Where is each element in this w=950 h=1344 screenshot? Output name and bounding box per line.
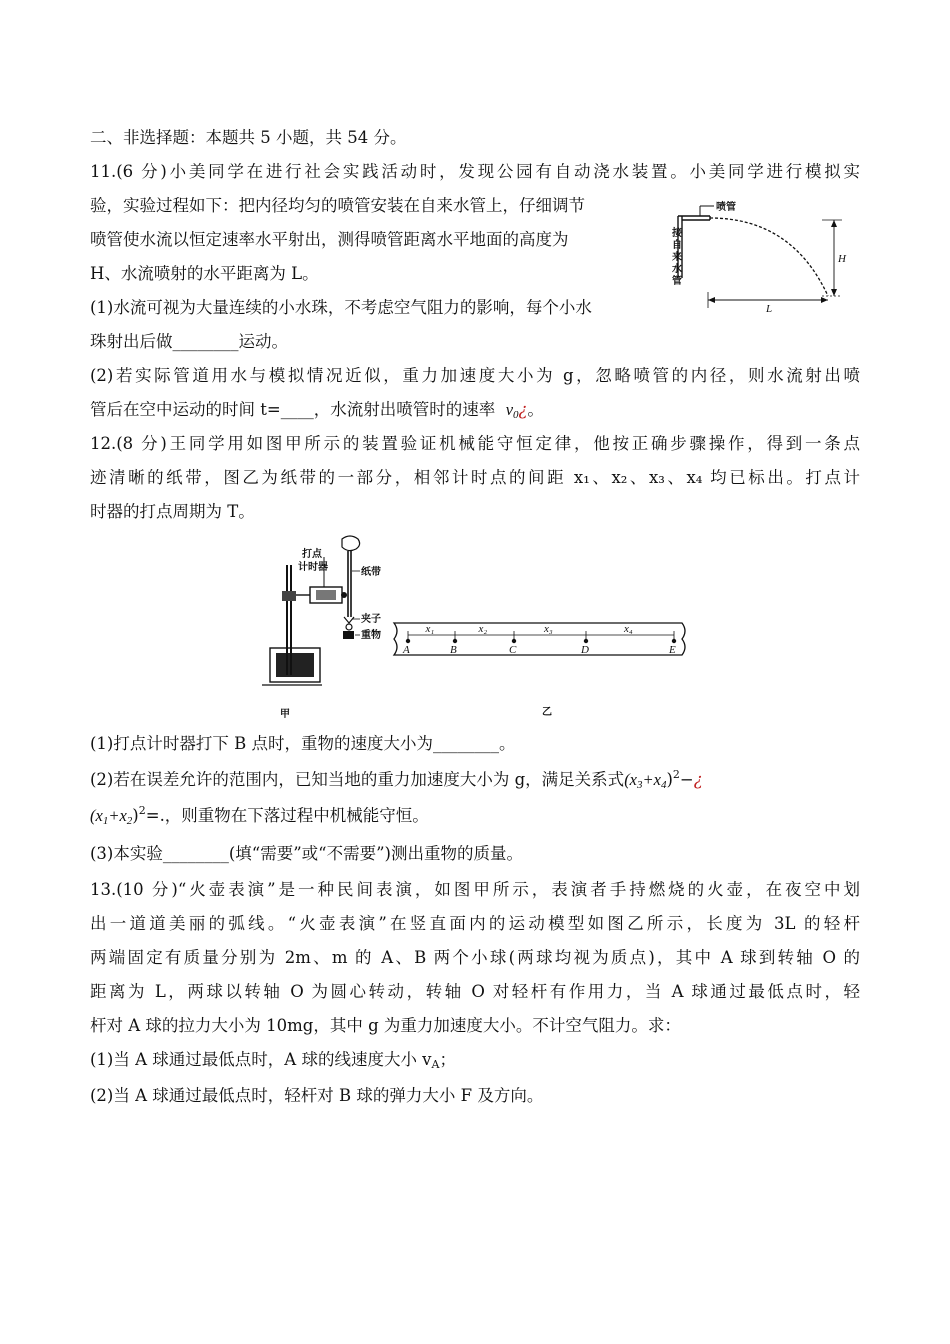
tape-point-label-B: B	[450, 644, 457, 656]
broken-glyph: ¿	[693, 770, 703, 789]
tape-dot-A	[406, 639, 410, 643]
pipe-label-1: 接	[672, 228, 682, 239]
q12-part2-rest: .，则重物在下落过程中机械能守恒。	[159, 806, 429, 825]
q13-line-3: 两端固定有质量分别为 2m、m 的 A、B 两个小球(两球均视为质点)，其中 A 球到转轴 O 的	[90, 948, 860, 967]
weight-icon	[343, 631, 354, 639]
q12-line-3: 时器的打点周期为 T。	[90, 502, 255, 521]
broken-glyph: ¿	[518, 400, 528, 419]
interval-label-1: x₁	[425, 623, 435, 635]
q11-part2-end: 。	[527, 400, 544, 419]
length-label: L	[766, 303, 773, 314]
interval-label-3: x₃	[544, 623, 553, 635]
clip-label: 夹子	[361, 614, 381, 625]
expr-part: +x	[642, 770, 661, 789]
q13-part1-text: (1)当 A 球通过最低点时，A 球的线速度大小 v	[90, 1050, 432, 1069]
interval-label-4: x₄	[624, 623, 633, 635]
q11-part2-line-2	[90, 400, 544, 420]
q11-line-3: 喷管使水流以恒定速率水平射出，测得喷管距离水平地面的高度为	[90, 230, 569, 249]
va-subscript: A	[431, 1058, 440, 1071]
q13-line-2: 出一道道美丽的弧线。“火壶表演”在竖直面内的运动模型如图乙所示，长度为 3L 的轻杆	[90, 914, 860, 933]
tape-dot-B	[453, 639, 457, 643]
section-header: 二、非选择题：本题共 5 小题，共 54 分。	[90, 128, 407, 147]
v0-symbol: v	[505, 400, 514, 419]
paper-tape	[394, 623, 685, 655]
expr-part: −	[679, 770, 694, 789]
weight-label: 重物	[361, 630, 381, 641]
tape-point-label-D: D	[581, 644, 589, 656]
tape-marks	[402, 623, 676, 656]
q13-part2: (2)当 A 球通过最低点时，轻杆对 B 球的弹力大小 F 及方向。	[90, 1086, 544, 1105]
expr-sub: 4	[660, 779, 667, 791]
height-label: H	[838, 253, 846, 265]
pipe-label-5: 管	[672, 276, 682, 287]
expr-part: )	[132, 806, 139, 825]
tape-dot-C	[512, 639, 516, 643]
q11-part2-line-1: (2)若实际管道用水与模拟情况近似，重力加速度大小为 g，忽略喷管的内径，则水流射出喷	[90, 366, 860, 385]
q13-line-5: 杆对 A 球的拉力大小为 10mg，其中 g 为重力加速度大小。不计空气阻力。求：	[90, 1016, 681, 1035]
tape-point-label-C: C	[509, 644, 517, 656]
q13-part1	[90, 1050, 456, 1070]
q13-part1-end: ；	[439, 1050, 456, 1069]
expr-part: (x	[90, 806, 103, 825]
interval-label-2: x₂	[478, 623, 488, 635]
timer-label-1: 打点	[302, 549, 322, 560]
q11-line-1: 11.(6 分)小美同学在进行社会实践活动时，发现公园有自动浇水装置。小美同学进行模拟实	[90, 162, 860, 181]
q12-part2-text: (2)若在误差允许的范围内，已知当地的重力加速度大小为 g，满足关系式	[90, 770, 625, 789]
v0-subscript: 0	[513, 409, 519, 421]
pipe-label-4: 水	[672, 264, 682, 275]
q11-part1-line-2: 珠射出后做________运动。	[90, 332, 288, 351]
q12-line-2: 迹清晰的纸带，图乙为纸带的一部分，相邻计时点的间距 x₁、x₂、x₃、x₄ 均已标出。打点计	[90, 468, 860, 487]
q11-line-2: 验，实验过程如下：把内径均匀的喷管安装在自来水管上，仔细调节	[90, 196, 585, 215]
hand-icon	[342, 536, 360, 551]
q11-part1-line-1: (1)水流可视为大量连续的小水珠，不考虑空气阻力的影响，每个小水	[90, 298, 592, 317]
tape-dot-D	[584, 639, 588, 643]
q12-part2-line-2	[90, 806, 429, 826]
caption-a: 甲	[280, 709, 290, 720]
pipe-label-2: 自	[672, 240, 682, 251]
q12-part1: (1)打点计时器打下 B 点时，重物的速度大小为________。	[90, 734, 516, 753]
q12-part2-line-1	[90, 770, 703, 790]
stand-base-top	[276, 653, 314, 677]
q11-part2-text: 管后在空中运动的时间 t=____，水流射出喷管时的速率	[90, 400, 496, 419]
expr-sub: 3	[637, 779, 643, 791]
q13-line-1: 13.(10 分)“火壶表演”是一种民间表演，如图甲所示，表演者手持燃烧的火壶，在夜空中划	[90, 880, 860, 899]
q13-line-4: 距离为 L，两球以转轴 O 为圆心转动，转轴 O 对轻杆有作用力，当 A 球通过最低点时，轻	[90, 982, 860, 1001]
expr-part: )	[666, 770, 673, 789]
expr-sup: 2	[672, 768, 680, 781]
expr-sup: 2	[138, 804, 146, 817]
expr-part: +x	[108, 806, 127, 825]
timer-label-2: 计时器	[298, 562, 328, 573]
sprinkler-figure	[672, 192, 862, 314]
tape-point-label-A: A	[403, 644, 410, 656]
tape-dot-E	[672, 639, 676, 643]
q11-line-4: H、水流喷射的水平距离为 L。	[90, 264, 319, 283]
q12-part3: (3)本实验________(填“需要”或“不需要”)测出重物的质量。	[90, 844, 523, 863]
caption-b: 乙	[542, 707, 552, 718]
nozzle-label: 喷管	[716, 202, 736, 213]
expr-sub: 2	[126, 815, 133, 827]
expr-part: (x	[624, 770, 638, 789]
tape-label: 纸带	[361, 567, 381, 578]
expr-sub: 1	[102, 815, 109, 827]
pipe-label-3: 来	[672, 252, 682, 263]
q12-figure	[262, 535, 702, 721]
expr-part: =	[145, 806, 160, 825]
water-trajectory	[710, 218, 828, 296]
tape-point-label-E: E	[669, 644, 676, 656]
q12-line-1: 12.(8 分)王同学用如图甲所示的装置验证机械能守恒定律，他按正确步骤操作，得到一条点	[90, 434, 860, 453]
